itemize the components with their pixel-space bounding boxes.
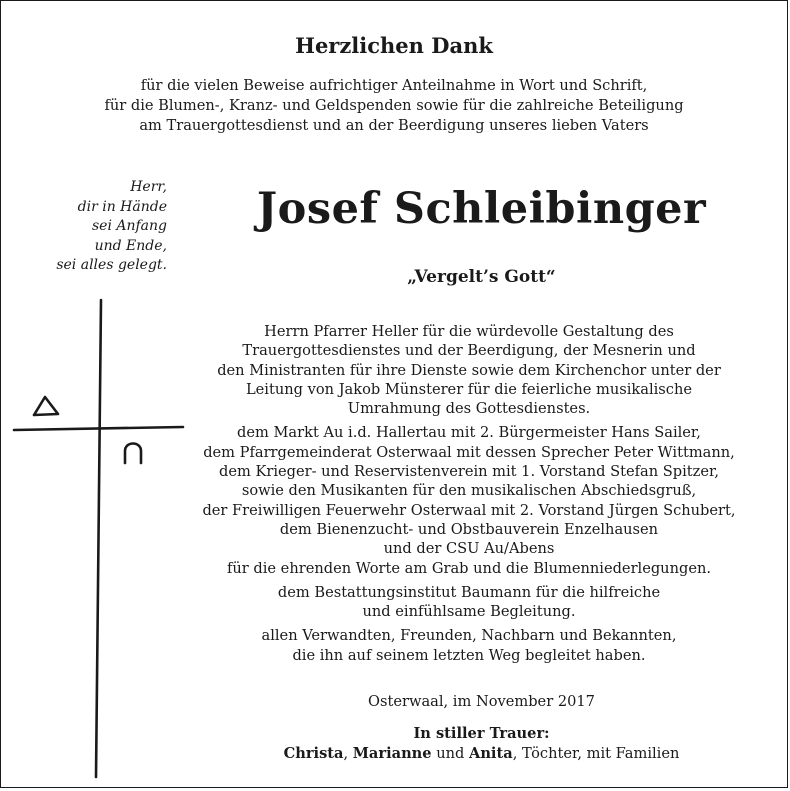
thanks-line: Herrn Pfarrer Heller für die würdevolle Gestaltung des xyxy=(264,323,674,340)
verse-line: Herr, xyxy=(130,179,167,195)
thanks-line: den Ministranten für ihre Dienste sowie dem Kirchenchor unter der xyxy=(217,361,721,379)
mourners-suffix: , Töchter, mit Familien xyxy=(512,745,680,762)
thanks-line: dem Krieger- und Reservistenverein mit 1. Vorstand Stefan Spitzer, xyxy=(219,463,719,481)
thanks-line: Leitung von Jakob Münsterer für die feierliche musikalische xyxy=(245,380,692,398)
verse-line: und Ende, xyxy=(94,237,167,254)
intro-line: am Trauergottesdienst und an der Beerdigung unseres lieben Vaters xyxy=(139,117,649,134)
mourning-heading: In stiller Trauer: xyxy=(413,725,550,742)
thanks-paragraph xyxy=(161,583,777,622)
verse-line: sei alles gelegt. xyxy=(56,257,167,273)
alpha-symbol xyxy=(34,397,58,415)
verse-line: sei Anfang xyxy=(91,218,167,234)
cross-vertical-beam xyxy=(96,300,101,777)
thanks-line: und einfühlsame Begleitung. xyxy=(362,603,576,621)
thanks-line: der Freiwilligen Feuerwehr Osterwaal mit 2. Vorstand Jürgen Schubert, xyxy=(202,501,736,519)
thanks-line: allen Verwandten, Freunden, Nachbarn und Bekannten, xyxy=(261,627,677,645)
intro-line: für die vielen Beweise aufrichtiger Anteilnahme in Wort und Schrift, xyxy=(140,77,648,94)
thanks-line: dem Bestattungsinstitut Baumann für die hilfreiche xyxy=(277,583,661,601)
notice-title: Herzlichen Dank xyxy=(295,33,493,58)
mourner-name: Anita xyxy=(469,745,513,762)
thanks-line: dem Markt Au i.d. Hallertau mit 2. Bürgermeister Hans Sailer, xyxy=(237,424,701,442)
thanks-line: und der CSU Au/Abens xyxy=(383,540,555,558)
thanks-line: Umrahmung des Gottesdienstes. xyxy=(347,400,591,418)
mourner-name: Marianne xyxy=(352,745,432,762)
intro-line: für die Blumen-, Kranz- und Geldspenden sowie für die zahlreiche Beteiligung xyxy=(104,97,684,114)
thanks-line: dem Bienenzucht- und Obstbauverein Enzelhausen xyxy=(279,520,659,538)
mourner-separator: , xyxy=(343,745,353,762)
thanks-paragraph xyxy=(161,626,777,665)
mourner-separator: und xyxy=(431,745,469,762)
thanks-line: für die ehrenden Worte am Grab und die Blumenniederlegungen. xyxy=(226,559,712,577)
thanks-line: dem Pfarrgemeinderat Osterwaal mit dessen Sprecher Peter Wittmann, xyxy=(203,443,735,461)
mourners-line xyxy=(176,744,787,764)
mourner-name: Christa xyxy=(283,745,344,762)
thanks-line: die ihn auf seinem letzten Weg begleitet haben. xyxy=(292,646,646,664)
thanks-line: sowie den Musikanten für den musikalischen Abschiedsgruß, xyxy=(241,482,697,500)
thanks-section xyxy=(161,322,777,665)
thanks-line: Trauergottesdienstes und der Beerdigung, der Mesnerin und xyxy=(242,342,696,360)
mourners-block xyxy=(176,724,787,764)
omega-symbol xyxy=(125,444,141,464)
place-and-date: Osterwaal, im November 2017 xyxy=(368,693,595,710)
deceased-name: Josef Schleibinger xyxy=(256,184,707,234)
thanks-paragraph xyxy=(161,423,777,577)
cross-horizontal-beam xyxy=(14,427,183,430)
verse-line: dir in Hände xyxy=(77,198,167,215)
thanks-paragraph xyxy=(161,322,777,418)
motto: „Vergelt’s Gott“ xyxy=(407,267,556,287)
